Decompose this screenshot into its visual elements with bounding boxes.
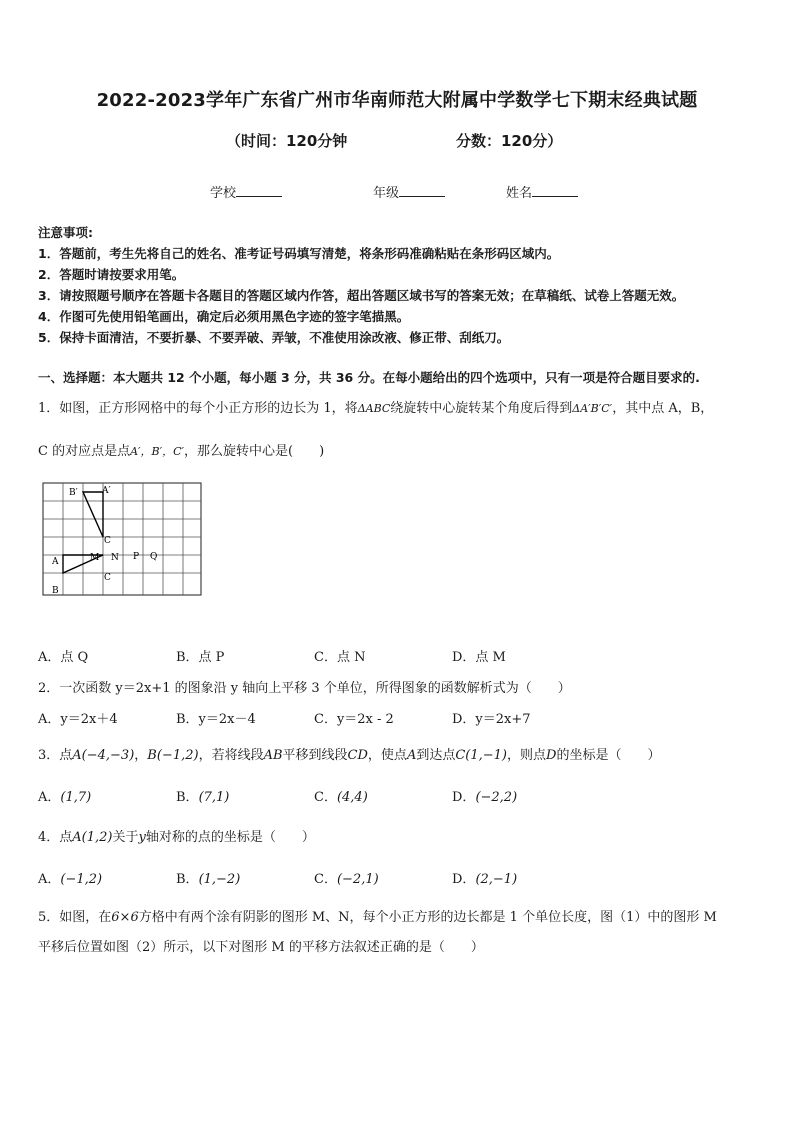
q1-triangle-abc: ΔABC	[357, 402, 391, 415]
exam-score: 分数：120分）	[456, 132, 563, 150]
q4-option-c[interactable]	[314, 868, 379, 887]
q1-text: C 的对应点是点	[38, 444, 131, 459]
q4-option-d[interactable]	[452, 868, 517, 887]
option-letter: C．	[314, 872, 337, 887]
option-value: (1,7)	[60, 790, 92, 805]
option-letter: D．	[452, 872, 476, 887]
exam-time: （时间：120分钟	[226, 132, 348, 150]
option-letter: B．	[176, 872, 199, 887]
q2-option-d[interactable]: D．y＝2x+7	[452, 712, 531, 727]
q3-text	[38, 744, 660, 763]
q4-axis-y: y	[138, 830, 146, 845]
q3-segment: ，若将线段	[198, 748, 264, 763]
label-b: B	[52, 586, 59, 596]
q3-point-c: C(1,−1)	[455, 748, 508, 763]
q1-line2	[38, 440, 324, 459]
option-value: (2,−1)	[475, 872, 518, 887]
q3-option-a[interactable]	[38, 786, 91, 805]
q1-triangle-a1b1c1: ΔA′B′C′	[572, 402, 613, 415]
q3-segment: 到达点	[416, 748, 456, 763]
option-value: (4,4)	[336, 790, 368, 805]
option-letter: B．	[176, 790, 199, 805]
q1-grid-figure	[40, 478, 205, 598]
option-value: (−2,1)	[336, 872, 379, 887]
q1-line1	[38, 397, 713, 416]
q3-segment: ，	[134, 748, 148, 763]
notes-heading: 注意事项:	[38, 225, 93, 240]
option-letter: A．	[38, 790, 61, 805]
q4-text	[38, 826, 315, 845]
school-field	[210, 182, 282, 201]
q3-segment: ，则点	[507, 748, 547, 763]
q3-point-d: D	[546, 748, 557, 763]
q3-point-a: A(−4,−3)	[72, 748, 135, 763]
q4-segment: 4．点	[38, 830, 73, 845]
q1-option-d[interactable]: D．点 M	[452, 650, 506, 665]
q4-option-b[interactable]	[176, 868, 240, 887]
q1-text: ，其中点 A，B，	[612, 401, 714, 416]
q2-option-a[interactable]: A．y＝2x＋4	[38, 712, 118, 727]
q5-line2: 平移后位置如图（2）所示，以下对图形 M 的平移方法叙述正确的是（ ）	[38, 940, 484, 955]
note-item: 2．答题时请按要求用笔。	[38, 267, 185, 282]
label-p: P	[133, 552, 140, 562]
option-letter: A．	[38, 872, 61, 887]
label-b1: B′	[69, 488, 78, 498]
q1-option-c[interactable]: C．点 N	[314, 650, 366, 665]
q4-point-a: A(1,2)	[72, 830, 113, 845]
option-value: (7,1)	[198, 790, 230, 805]
q2-option-c[interactable]: C．y＝2x - 2	[314, 712, 394, 727]
q1-text: 绕旋转中心旋转某个角度后得到	[390, 401, 573, 416]
q1-text: 1．如图，正方形网格中的每个小正方形的边长为 1，将	[38, 401, 358, 416]
label-c1: C	[104, 536, 111, 546]
q1-option-a[interactable]: A．点 Q	[38, 650, 89, 665]
q1-text: ，那么旋转中心是( )	[184, 444, 325, 459]
label-a: A	[52, 557, 59, 567]
q3-segment-cd: CD	[347, 748, 368, 763]
section-heading: 一、选择题：本大题共 12 个小题，每小题 3 分，共 36 分。在每小题给出的四个选项中，只有一项是符合题目要求的.	[38, 370, 700, 385]
q2-text: 2．一次函数 y＝2x+1 的图象沿 y 轴向上平移 3 个单位，所得图象的函数解析式为（ ）	[38, 681, 571, 696]
note-item: 5．保持卡面清洁，不要折暴、不要弄破、弄皱，不准使用涂改液、修正带、刮纸刀。	[38, 330, 510, 345]
option-value: (−1,2)	[60, 872, 103, 887]
q5-text: 方格中有两个涂有阴影的图形 M、N，每个小正方形的边长都是 1 个单位长度，图（1）中的图形 M	[138, 910, 717, 925]
q3-segment-ab: AB	[263, 748, 283, 763]
grade-blank[interactable]	[399, 185, 445, 197]
q4-segment: 关于	[112, 830, 139, 845]
page-title: 2022-2023学年广东省广州市华南师范大附属中学数学七下期末经典试题	[96, 90, 698, 111]
q3-segment: 的坐标是（ ）	[556, 748, 661, 763]
label-c: C	[104, 573, 111, 583]
q3-point-a-ref: A	[406, 748, 417, 763]
q5-text: 5．如图，在	[38, 910, 112, 925]
note-item: 3．请按照题号顺序在答题卡各题目的答题区域内作答，超出答题区域书写的答案无效；在草稿纸、试卷上答题无效。	[38, 288, 685, 303]
q1-points: A′，B′，C′	[130, 445, 185, 458]
q4-option-a[interactable]	[38, 868, 102, 887]
name-label: 姓名	[506, 186, 533, 201]
option-letter: C．	[314, 790, 337, 805]
label-a1: A′	[102, 486, 111, 496]
note-item: 4．作图可先使用铅笔画出，确定后必须用黑色字迹的签字笔描黑。	[38, 309, 410, 324]
q2-option-b[interactable]: B．y＝2x－4	[176, 712, 256, 727]
option-letter: D．	[452, 790, 476, 805]
option-value: (−2,2)	[475, 790, 518, 805]
triangle-a1b1c1	[83, 492, 103, 537]
name-blank[interactable]	[532, 185, 578, 197]
q1-option-b[interactable]: B．点 P	[176, 650, 225, 665]
q3-option-d[interactable]	[452, 786, 517, 805]
q3-option-b[interactable]	[176, 786, 229, 805]
q3-point-b: B(−1,2)	[147, 748, 199, 763]
school-blank[interactable]	[236, 185, 282, 197]
q3-option-c[interactable]	[314, 786, 368, 805]
name-field	[506, 182, 578, 201]
school-label: 学校	[210, 186, 237, 201]
option-value: (1,−2)	[198, 872, 241, 887]
label-n: N	[111, 553, 119, 563]
q3-segment: 平移到线段	[282, 748, 348, 763]
q5-grid-size: 6×6	[111, 910, 139, 925]
q3-segment: ，使点	[367, 748, 407, 763]
note-item: 1．答题前，考生先将自己的姓名、准考证号码填写清楚，将条形码准确粘贴在条形码区域内。	[38, 246, 560, 261]
q4-segment: 轴对称的点的坐标是（ ）	[145, 830, 315, 845]
label-m: M	[90, 553, 100, 563]
grade-field	[373, 182, 445, 201]
q3-segment: 3．点	[38, 748, 73, 763]
label-q: Q	[150, 552, 158, 562]
q5-line1	[38, 906, 717, 925]
grid-lines	[43, 483, 201, 595]
grade-label: 年级	[373, 186, 400, 201]
notes-block	[38, 222, 684, 348]
